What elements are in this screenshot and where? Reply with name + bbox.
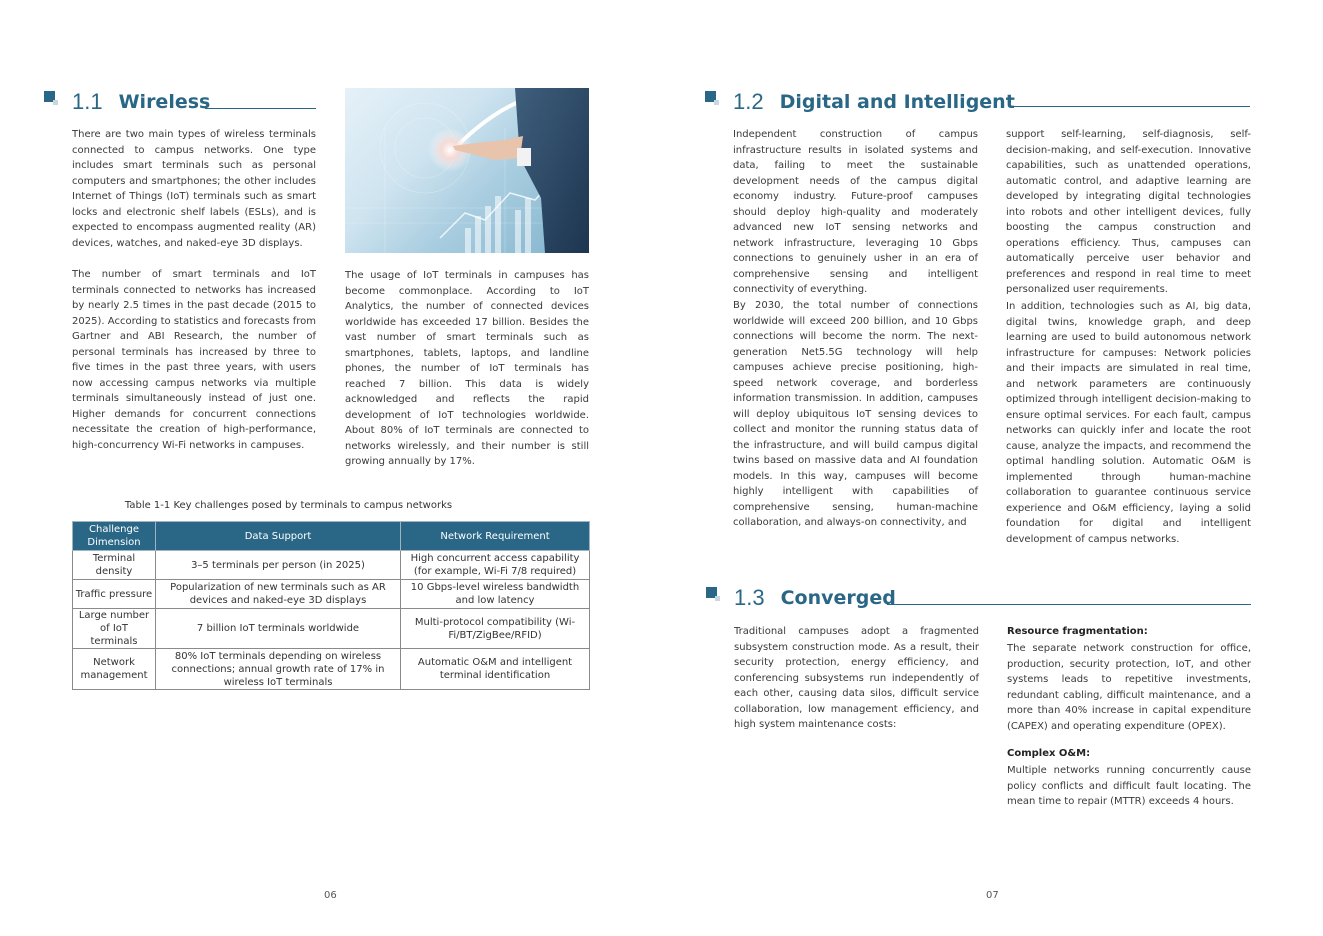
table-cell: Multi-protocol compatibility (Wi-Fi/BT/ZigBee/RFID) (401, 609, 590, 649)
header-challenge-dimension: Challenge Dimension (73, 522, 156, 551)
table-row (73, 551, 590, 580)
growth-chart-illustration (345, 88, 589, 253)
paragraph-wireless-types: There are two main types of wireless terminals connected to campus networks. One type includes smart terminals such as personal computers and smartphones; the other includes Internet of Things (IoT) terminals such as smart locks and electronic shelf labels (ESLs), and is expected to encompass augmented reality (AR) devices, watches, and naked-eye 3D displays. (72, 129, 316, 249)
table-cell: Large number of IoT terminals (73, 609, 156, 649)
table-cell: 80% IoT terminals depending on wireless connections; annual growth rate of 17% in wireless IoT terminals (156, 649, 401, 690)
table-header-row (73, 522, 590, 551)
paragraph-resource-fragmentation: The separate network construction for office, production, security protection, IoT, and other systems leads to repetitive investments, redundant cabling, difficult maintenance, and a more than 40% increase in capital expenditure (CAPEX) and operating expenditure (OPEX). (1007, 643, 1251, 732)
paragraph-iot-usage: The usage of IoT terminals in campuses has become commonplace. According to IoT Analytics, the number of connected devices worldwide has exceeded 17 billion. Besides the vast number of smart terminals such as smartphones, tablets, laptops, and landline phones, the number of IoT terminals has reached 7 billion. This data is widely acknowledged and reflects the rapid development of IoT technologies worldwide. About 80% of IoT terminals are connected to networks wirelessly, and their number is still growing annually by 17%. (345, 270, 589, 467)
table-cell: Network management (73, 649, 156, 690)
table-cell: Traffic pressure (73, 580, 156, 609)
section-heading-digital-intelligent (733, 84, 1015, 114)
section-title: Digital and Intelligent (779, 91, 1015, 113)
section-rule (887, 604, 1251, 605)
section-rule (1011, 106, 1250, 107)
section-bullet-icon (44, 91, 55, 102)
section-heading-wireless (72, 84, 210, 114)
section-bullet-icon (706, 587, 717, 598)
table-cell: Popularization of new terminals such as AR devices and naked-eye 3D displays (156, 580, 401, 609)
paragraph-independent-construction: Independent construction of campus infrastructure results in isolated systems and data, failing to meet the sustainable development needs of the campus digital economy industry. Future-proof campuses should deploy high-quality and moderately advanced new IoT sensing networks and network infrastructure, leveraging 10 Gbps connections to genuinely usher in an era of comprehensive sensing and intelligent connectivity of everything. (733, 129, 978, 295)
page-number-right: 07 (986, 890, 999, 901)
table-cell: Terminal density (73, 551, 156, 580)
header-data-support: Data Support (156, 522, 401, 551)
section-heading-converged (734, 580, 896, 610)
table-cell: High concurrent access capability (for example, Wi-Fi 7/8 required) (401, 551, 590, 580)
challenges-table (72, 521, 590, 690)
table-row (73, 580, 590, 609)
paragraph-autonomous-network: In addition, technologies such as AI, big data, digital twins, knowledge graph, and deep learning are used to build autonomous network infrastructure for campuses: Network policies and their impacts are simulated in real time, and network parameters are continuously optimized through intelligent decision-making to ensure optimal services. For each fault, campus networks can quickly infer and locate the root cause, analyze the impacts, and recommend the optimal handling solution. Automatic O&M is implemented through human-machine collaboration to guarantee continuous service experience and O&M efficiency, laying a solid foundation for digital and intelligent development of campus networks. (1006, 301, 1251, 545)
section-rule (205, 108, 316, 109)
paragraph-complex-om: Multiple networks running concurrently cause policy conflicts and difficult fault locating. The mean time to repair (MTTR) exceeds 4 hours. (1007, 765, 1251, 807)
header-network-requirement: Network Requirement (401, 522, 590, 551)
section-bullet-icon (705, 91, 716, 102)
illustration-graphic (345, 88, 589, 253)
subheading-resource-fragmentation: Resource fragmentation: (1007, 626, 1148, 637)
table-row (73, 649, 590, 690)
section-number: 1.2 (733, 89, 764, 114)
table-cell: 3–5 terminals per person (in 2025) (156, 551, 401, 580)
table-cell: 10 Gbps-level wireless bandwidth and low latency (401, 580, 590, 609)
paragraph-terminal-growth: The number of smart terminals and IoT terminals connected to networks has increased by nearly 2.5 times in the past decade (2015 to 2025). According to statistics and forecasts from Gartner and ABI Research, the number of personal terminals has increased by three to five times in the past three years, with users now accessing campus networks via multiple terminals simultaneously instead of just one. Higher demands for concurrent connections necessitate the creation of high-performance, high-concurrency Wi-Fi networks in campuses. (72, 269, 316, 451)
section-number: 1.3 (734, 585, 765, 610)
paragraph-self-learning: support self-learning, self-diagnosis, self-decision-making, and self-execution. Innovative capabilities, such as unattended operations, automatic control, and adaptive learning are developed by integrating digital technologies into robots and other intelligent devices, fully boosting the campus construction and operations efficiency. Thus, campuses can automatically perceive user behavior and preferences and respond in real time to meet personalized user requirements. (1006, 129, 1251, 295)
section-title: Wireless (118, 91, 211, 113)
section-title: Converged (780, 587, 896, 609)
page-number-left: 06 (324, 890, 337, 901)
table-row (73, 609, 590, 649)
paragraph-by-2030: By 2030, the total number of connections worldwide will exceed 200 billion, and 10 Gbps connections will become the norm. The next-generation Net5.5G technology will help campuses achieve precise positioning, high-speed network coverage, and borderless information transmission. In addition, campuses will deploy ubiquitous IoT sensing devices to collect and monitor the running status data of the infrastructure, and will build campus digital twins based on massive data and AI foundation models. In this way, campuses will become highly intelligent with capabilities of comprehensive sensing, human-machine collaboration, and always-on connectivity, and (733, 300, 978, 528)
table-cell: 7 billion IoT terminals worldwide (156, 609, 401, 649)
table-caption: Table 1-1 Key challenges posed by terminals to campus networks (124, 500, 453, 511)
table-cell: Automatic O&M and intelligent terminal identification (401, 649, 590, 690)
subheading-complex-om: Complex O&M: (1007, 748, 1091, 759)
paragraph-fragmented-construction: Traditional campuses adopt a fragmented subsystem construction mode. As a result, their security protection, energy efficiency, and conferencing subsystems run independently of each other, causing data silos, difficult service collaboration, low management efficiency, and high system maintenance costs: (734, 626, 979, 730)
section-number: 1.1 (72, 89, 103, 114)
